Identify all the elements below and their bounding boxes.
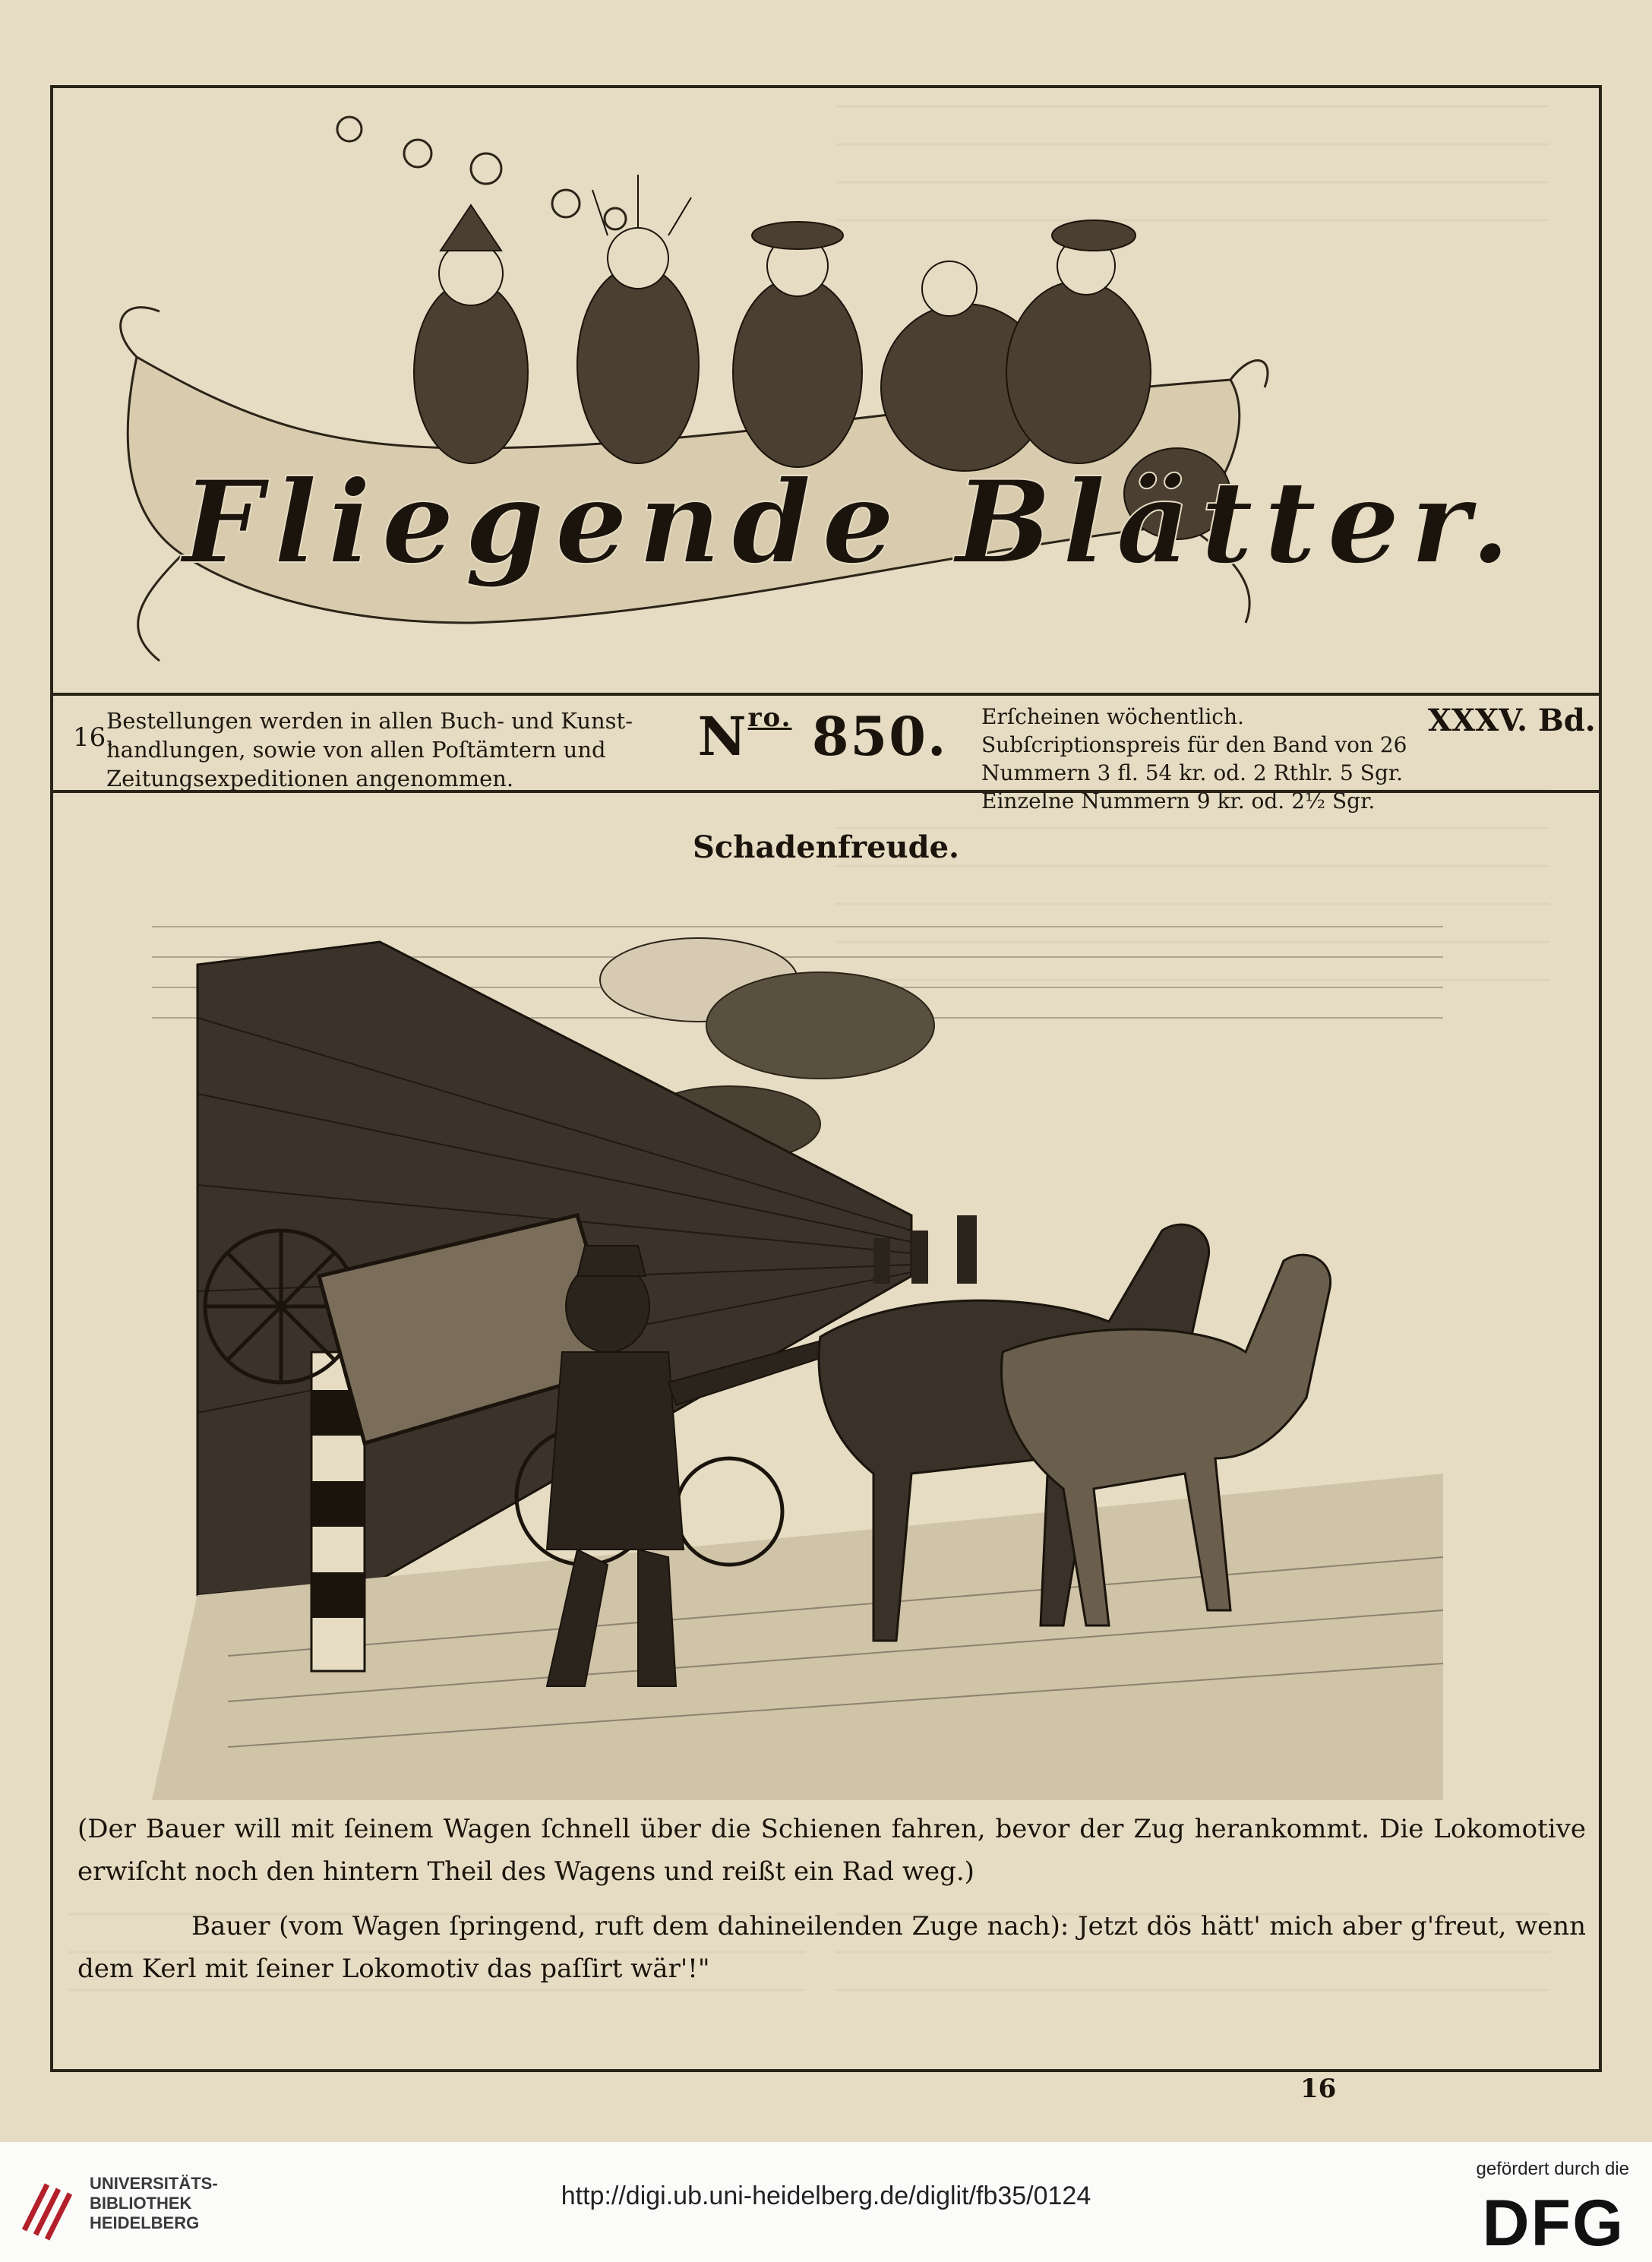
- caption-dialogue: Bauer (vom Wagen ſpringend, ruft dem dahineilenden Zuge nach): Jetzt dös hätt' mich aber g'freut, wenn dem Kerl mit ſeiner Lokomotiv das paſſirt wär'!": [77, 1911, 1586, 1984]
- publication-info: Erſcheinen wöchentlich. Subſcriptionspreis für den Band von 26 Nummern 3 fl. 54 kr. od. 2 Rthlr. 5 Sgr. Einzelne Nummern 9 kr. od. 2½ Sgr.: [981, 704, 1407, 813]
- article-title: Schadenfreude.: [693, 829, 959, 865]
- permalink-url[interactable]: http://digi.ub.uni-heidelberg.de/diglit/fb35/0124: [561, 2181, 1091, 2210]
- article-illustration: [152, 896, 1443, 1800]
- issue-number-block: [697, 703, 948, 768]
- issue-prefix: N: [697, 705, 748, 768]
- library-name-line2: BIBLIOTHEK: [90, 2194, 192, 2213]
- digitization-footer: [0, 2142, 1652, 2262]
- dfg-logo: DFG: [1482, 2187, 1625, 2260]
- caption-description: (Der Bauer will mit ſeinem Wagen ſchnell über die Schienen fahren, bevor der Zug herankommt. Die Lokomotive erwiſcht noch den hintern Theil des Wagens und reißt ein Rad weg.): [77, 1814, 1586, 1887]
- library-name-line1: UNIVERSITÄTS-: [90, 2174, 218, 2193]
- rule-top: [50, 693, 1602, 696]
- svg-text:Fliegende Blätter.: Fliegende Blätter.: [182, 456, 1521, 589]
- volume-label: XXXV. Bd.: [1428, 703, 1596, 738]
- subscription-info: Bestellungen werden in allen Buch- und Kunst-handlungen, sowie von allen Poſtämtern und Zeitungsexpeditionen angenommen.: [106, 708, 633, 791]
- library-name-line3: HEIDELBERG: [90, 2213, 200, 2232]
- issue-number: 850.: [811, 705, 948, 768]
- edition-number: 16.: [73, 722, 115, 753]
- page-number: 16: [1300, 2074, 1337, 2104]
- masthead-illustration: [91, 129, 1521, 676]
- issue-prefix-sup: ro.: [747, 703, 792, 733]
- funding-label: gefördert durch die: [1476, 2159, 1629, 2179]
- article-caption: [77, 1808, 1586, 1990]
